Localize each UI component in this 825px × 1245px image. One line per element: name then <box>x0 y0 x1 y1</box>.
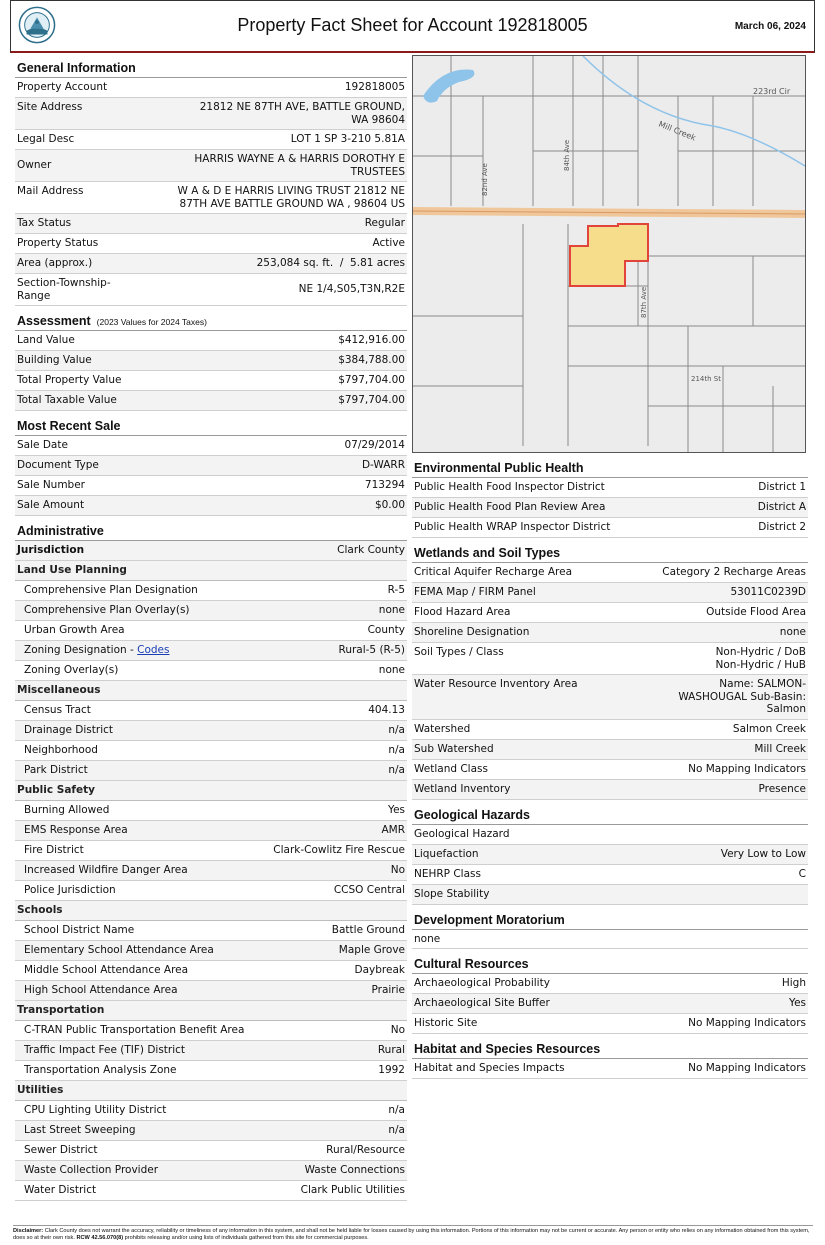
row-value: Presence <box>758 782 806 795</box>
row-value: Name: SALMON-WASHOUGAL Sub-Basin: Salmon <box>678 678 806 715</box>
row-value: R-5 <box>387 584 405 596</box>
section-title-habitat: Habitat and Species Resources <box>412 1040 808 1059</box>
table-row <box>15 701 407 721</box>
row-label: EMS Response Area <box>24 824 128 836</box>
row-value: District A <box>757 501 806 513</box>
category-utilities: Utilities <box>15 1081 407 1101</box>
row-label <box>17 644 169 657</box>
row-label: Site Address <box>17 101 83 113</box>
row-label: Neighborhood <box>24 744 98 756</box>
row-label: Last Street Sweeping <box>24 1124 136 1136</box>
row-label: Archaeological Site Buffer <box>414 997 550 1009</box>
row-label: Total Taxable Value <box>17 394 117 406</box>
row-value: Battle Ground <box>331 924 405 936</box>
row-label: Transportation Analysis Zone <box>24 1064 177 1076</box>
moratorium-value: none <box>412 930 808 950</box>
row-label: Elementary School Attendance Area <box>24 944 214 956</box>
left-column <box>15 55 407 1201</box>
row-value: Very Low to Low <box>720 847 806 860</box>
row-value: 713294 <box>364 479 405 491</box>
disclaimer-text: Clark County does not warrant the accuracy, reliability or timeliness of any information in this system, and shall not be held liable for losses caused by using this information. Portions of this information may not be current or accurate. Any person or entity who relies on any information obtained from this system, does so at their own risk. <box>13 1228 810 1241</box>
row-label: Public Health WRAP Inspector District <box>414 521 611 533</box>
row-value: Clark Public Utilities <box>300 1184 405 1196</box>
codes-link[interactable]: Codes <box>137 644 170 656</box>
table-row <box>15 214 407 234</box>
row-label: Park District <box>24 764 88 776</box>
row-label: Waste Collection Provider <box>24 1164 159 1176</box>
row-label: Historic Site <box>414 1017 478 1029</box>
disclaimer-tail: prohibits releasing and/or using lists of individuals gathered from this site for commercial purposes. <box>124 1235 369 1241</box>
row-value: No <box>390 1024 405 1036</box>
row-value: Yes <box>789 997 806 1009</box>
row-label: Comprehensive Plan Designation <box>24 584 198 596</box>
row-value: County <box>367 624 405 636</box>
row-label: Middle School Attendance Area <box>24 964 189 976</box>
row-value: High <box>781 977 806 989</box>
table-row <box>15 234 407 254</box>
row-value: 07/29/2014 <box>344 439 405 451</box>
table-row <box>412 498 808 518</box>
table-row <box>15 581 407 601</box>
row-value: CCSO Central <box>333 884 405 896</box>
parcel-map[interactable] <box>412 55 806 453</box>
table-row <box>412 603 808 623</box>
row-value: n/a <box>388 1124 405 1136</box>
row-value: Non-Hydric / DoB Non-Hydric / HuB <box>715 646 806 671</box>
row-value: AMR <box>381 824 405 836</box>
table-row <box>15 1161 407 1181</box>
row-value: Salmon Creek <box>732 722 806 735</box>
row-label: Police Jurisdiction <box>24 884 116 896</box>
row-label: Fire District <box>24 844 84 856</box>
row-value: Prairie <box>371 984 405 996</box>
geo-table <box>412 825 808 905</box>
table-row <box>15 661 407 681</box>
row-label: Watershed <box>414 722 471 735</box>
row-value: Clark County <box>337 544 405 556</box>
row-label: Area (approx.) <box>17 257 93 269</box>
table-row <box>412 845 808 865</box>
row-label: Tax Status <box>17 217 72 229</box>
table-row <box>412 1014 808 1034</box>
row-value: 253,084 sq. ft. / 5.81 acres <box>256 257 405 269</box>
category-transportation: Transportation <box>15 1001 407 1021</box>
row-value: No Mapping Indicators <box>688 762 806 775</box>
table-row <box>412 563 808 583</box>
fact-sheet-page <box>10 0 815 1245</box>
row-value: $384,788.00 <box>338 354 405 366</box>
row-label: Document Type <box>17 459 99 471</box>
row-value: Rural <box>377 1044 405 1056</box>
row-value: Maple Grove <box>338 944 405 956</box>
right-column <box>412 55 808 1079</box>
table-row <box>15 1021 407 1041</box>
table-row <box>412 885 808 905</box>
table-row <box>412 1059 808 1079</box>
map-label-82nd: 82nd Ave <box>481 163 489 196</box>
row-label: Land Value <box>17 334 75 346</box>
transportation-table <box>15 1021 407 1081</box>
section-title-general: General Information <box>15 59 407 78</box>
row-label: Sub Watershed <box>414 742 494 755</box>
row-value: none <box>378 664 405 676</box>
row-label: C-TRAN Public Transportation Benefit Area <box>24 1024 245 1036</box>
table-row <box>15 254 407 274</box>
row-label: Archaeological Probability <box>414 977 550 989</box>
table-row <box>412 760 808 780</box>
row-value: Clark-Cowlitz Fire Rescue <box>273 844 405 856</box>
zoning-label: Zoning Designation - <box>24 644 138 656</box>
table-row <box>15 621 407 641</box>
row-label: Building Value <box>17 354 92 366</box>
sale-table <box>15 436 407 516</box>
section-title-wetlands: Wetlands and Soil Types <box>412 544 808 563</box>
row-label: Public Health Food Inspector District <box>414 481 605 493</box>
row-value: No Mapping Indicators <box>688 1062 806 1074</box>
table-row <box>412 675 808 720</box>
row-value: HARRIS WAYNE A & HARRIS DOROTHY E TRUSTEES <box>194 153 405 178</box>
table-row <box>412 478 808 498</box>
table-row <box>15 476 407 496</box>
table-row <box>15 1141 407 1161</box>
row-label: Owner <box>17 159 52 172</box>
table-row <box>15 331 407 351</box>
map-label-84th: 84th Ave <box>563 139 571 171</box>
report-date: March 06, 2024 <box>734 21 806 32</box>
table-row <box>15 821 407 841</box>
section-title-sale: Most Recent Sale <box>15 417 407 436</box>
table-row <box>15 274 407 306</box>
row-label: Critical Aquifer Recharge Area <box>414 566 573 578</box>
header <box>10 0 815 53</box>
row-value: Waste Connections <box>304 1164 405 1176</box>
section-title-moratorium: Development Moratorium <box>412 911 808 930</box>
table-row <box>15 78 407 98</box>
table-row <box>15 1041 407 1061</box>
table-row <box>15 1121 407 1141</box>
table-row <box>15 436 407 456</box>
table-row <box>15 1101 407 1121</box>
row-label: Water District <box>24 1184 97 1196</box>
table-row <box>15 98 407 130</box>
row-label: Property Status <box>17 237 99 249</box>
row-value: Category 2 Recharge Areas <box>662 566 806 578</box>
env-health-table <box>412 478 808 538</box>
table-row <box>15 182 407 214</box>
row-label: Slope Stability <box>414 887 490 900</box>
row-value: $0.00 <box>374 499 405 511</box>
table-row <box>15 921 407 941</box>
row-label: Total Property Value <box>17 374 122 386</box>
row-label: CPU Lighting Utility District <box>24 1104 167 1116</box>
row-label: Burning Allowed <box>24 804 110 816</box>
table-row <box>412 643 808 675</box>
table-row <box>15 961 407 981</box>
row-label: Habitat and Species Impacts <box>414 1062 565 1074</box>
row-label: School District Name <box>24 924 135 936</box>
wetlands-table <box>412 563 808 800</box>
row-label: Urban Growth Area <box>24 624 125 636</box>
row-value: C <box>798 867 806 880</box>
row-value: District 1 <box>758 481 806 493</box>
parcel-map-graphic <box>413 56 805 452</box>
row-label: Sale Amount <box>17 499 85 511</box>
section-title-administrative: Administrative <box>15 522 407 541</box>
row-value: $797,704.00 <box>338 394 405 406</box>
habitat-table <box>412 1059 808 1079</box>
row-label: Sale Date <box>17 439 68 451</box>
disclaimer-label: Disclaimer: <box>13 1228 44 1234</box>
row-value: n/a <box>388 1104 405 1116</box>
table-row <box>412 974 808 994</box>
section-title-cultural: Cultural Resources <box>412 955 808 974</box>
row-label: Wetland Inventory <box>414 782 511 795</box>
map-label-223rd: 223rd Cir <box>753 87 791 96</box>
row-label: Shoreline Designation <box>414 626 530 638</box>
row-label: Public Health Food Plan Review Area <box>414 501 606 513</box>
section-title-geo: Geological Hazards <box>412 806 808 825</box>
table-row <box>15 150 407 182</box>
row-label: Liquefaction <box>414 847 479 860</box>
category-schools: Schools <box>15 901 407 921</box>
row-label: Zoning Overlay(s) <box>24 664 119 676</box>
section-title-env-health: Environmental Public Health <box>412 459 808 478</box>
safety-table <box>15 801 407 901</box>
row-label: Wetland Class <box>414 762 488 775</box>
row-label: Property Account <box>17 81 108 93</box>
row-value: Rural-5 (R-5) <box>338 644 405 656</box>
assessment-table <box>15 331 407 411</box>
table-row <box>15 721 407 741</box>
row-value: No <box>390 864 405 876</box>
row-value: W A & D E HARRIS LIVING TRUST 21812 NE 87TH AVE BATTLE GROUND WA , 98604 US <box>177 185 405 210</box>
table-row <box>15 841 407 861</box>
utilities-table <box>15 1101 407 1201</box>
row-label: Legal Desc <box>17 133 75 145</box>
row-label: Comprehensive Plan Overlay(s) <box>24 604 190 616</box>
row-value: NE 1/4,S05,T3N,R2E <box>298 283 405 296</box>
table-row <box>15 861 407 881</box>
row-label: Mail Address <box>17 185 84 197</box>
category-land-use: Land Use Planning <box>15 561 407 581</box>
row-value: none <box>779 626 806 638</box>
row-label: Increased Wildfire Danger Area <box>24 864 188 876</box>
table-row <box>412 740 808 760</box>
disclaimer-rcw: RCW 42.56.070(8) <box>76 1235 124 1241</box>
row-value: Outside Flood Area <box>706 606 806 618</box>
table-row <box>15 351 407 371</box>
row-value: $797,704.00 <box>338 374 405 386</box>
table-row <box>15 456 407 476</box>
row-label: FEMA Map / FIRM Panel <box>414 586 536 598</box>
table-row <box>15 941 407 961</box>
table-row <box>15 130 407 150</box>
table-row <box>15 761 407 781</box>
assessment-title: Assessment <box>17 314 91 328</box>
row-label: Water Resource Inventory Area <box>414 678 578 690</box>
table-row <box>15 741 407 761</box>
row-label: NEHRP Class <box>414 867 481 880</box>
table-row <box>15 801 407 821</box>
row-label: Section-Township-Range <box>17 277 111 302</box>
category-public-safety: Public Safety <box>15 781 407 801</box>
table-row <box>412 780 808 800</box>
table-row <box>15 541 407 561</box>
row-value: LOT 1 SP 3-210 5.81A <box>290 133 405 145</box>
row-label: Geological Hazard <box>414 827 510 840</box>
table-row <box>412 825 808 845</box>
row-label: Soil Types / Class <box>414 646 504 658</box>
row-label: Sale Number <box>17 479 85 491</box>
row-value: Active <box>372 237 405 249</box>
land-use-table <box>15 581 407 681</box>
row-value: Regular <box>364 217 405 229</box>
table-row <box>15 371 407 391</box>
table-row <box>15 1061 407 1081</box>
row-value: Yes <box>388 804 405 816</box>
map-label-214th: 214th St <box>691 375 721 383</box>
table-row <box>15 981 407 1001</box>
table-row <box>15 496 407 516</box>
row-value: 192818005 <box>344 81 405 93</box>
row-value: n/a <box>388 764 405 776</box>
table-row <box>412 623 808 643</box>
row-value: Rural/Resource <box>326 1144 405 1156</box>
table-row <box>15 881 407 901</box>
table-row <box>412 994 808 1014</box>
row-label: Sewer District <box>24 1144 98 1156</box>
row-label: Jurisdiction <box>17 544 85 556</box>
row-value: No Mapping Indicators <box>688 1017 806 1029</box>
row-value: District 2 <box>758 521 806 533</box>
table-row <box>412 865 808 885</box>
row-value: none <box>378 604 405 616</box>
map-label-mill-creek: Mill Creek <box>657 119 698 143</box>
table-row <box>412 720 808 740</box>
table-row <box>412 583 808 603</box>
map-label-87th: 87th Ave <box>640 286 648 318</box>
category-misc: Miscellaneous <box>15 681 407 701</box>
disclaimer <box>13 1225 813 1242</box>
table-row <box>15 391 407 411</box>
row-value: 404.13 <box>368 704 405 716</box>
table-row <box>15 601 407 621</box>
row-value: Mill Creek <box>754 742 806 755</box>
assessment-subtitle: (2023 Values for 2024 Taxes) <box>96 317 207 327</box>
table-row <box>412 518 808 538</box>
row-value: D-WARR <box>361 459 405 471</box>
row-label: Census Tract <box>24 704 91 716</box>
table-row <box>15 1181 407 1201</box>
row-label: Traffic Impact Fee (TIF) District <box>24 1044 186 1056</box>
row-value: 53011C0239D <box>730 586 806 598</box>
row-value: 1992 <box>378 1064 405 1076</box>
row-label: Flood Hazard Area <box>414 606 511 618</box>
row-value: $412,916.00 <box>338 334 405 346</box>
row-value: Daybreak <box>354 964 405 976</box>
section-title-assessment <box>15 312 407 331</box>
misc-table <box>15 701 407 781</box>
row-label: Drainage District <box>24 724 114 736</box>
table-row <box>15 641 407 661</box>
general-table <box>15 78 407 306</box>
schools-table <box>15 921 407 1001</box>
cultural-table <box>412 974 808 1034</box>
row-label: High School Attendance Area <box>24 984 178 996</box>
row-value: 21812 NE 87TH AVE, BATTLE GROUND, WA 98604 <box>199 101 405 126</box>
row-value: n/a <box>388 724 405 736</box>
page-title: Property Fact Sheet for Account 192818005 <box>237 15 588 35</box>
row-value: n/a <box>388 744 405 756</box>
